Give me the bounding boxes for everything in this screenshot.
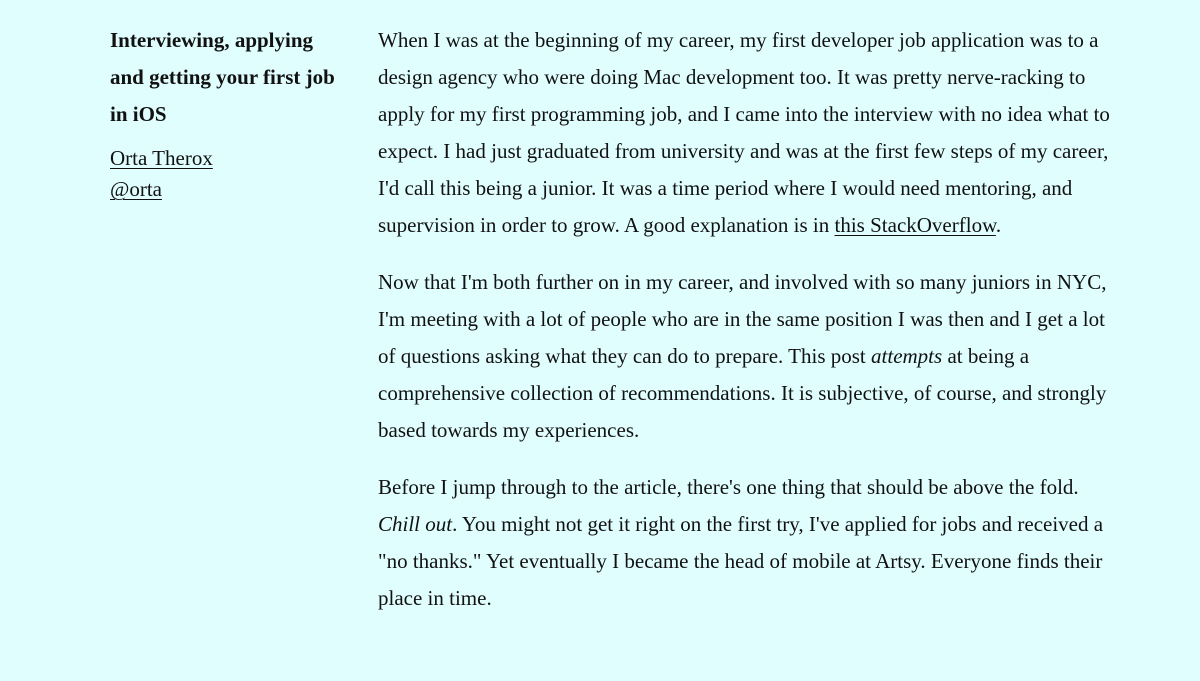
paragraph-chill-out: [378, 469, 1118, 617]
stackoverflow-link[interactable]: this StackOverflow: [834, 213, 996, 237]
author-name-link[interactable]: Orta Therox: [110, 146, 213, 170]
paragraph-chill-out-start: Before I jump through to the article, there's one thing that should be above the fold.: [378, 475, 1079, 499]
paragraph-context-text: Now that I'm both further on in my career, and involved with so many juniors in NYC, I'm meeting with a lot of people who are in the same position I was then and I get a lot of questions asking what they can do to prepare. This post: [378, 270, 1107, 368]
sidebar: [110, 22, 340, 205]
author-info: [110, 143, 340, 205]
paragraph-intro-text: When I was at the beginning of my career, my first developer job application was to a design agency who were doing Mac development too. It was pretty nerve-racking to apply for my first programming job, and I came into the interview with no idea what to expect. I had just graduated from university and was at the first few steps of my career, I'd call this being a junior. It was a time period where I would need mentoring, and supervision in order to grow. A good explanation is in: [378, 28, 1110, 237]
post-title: Interviewing, applying and getting your first job in iOS: [110, 28, 335, 126]
paragraph-context-end: at being a comprehensive collection of recommendations. It is subjective, of course, and strongly based towards my experiences.: [378, 344, 1107, 442]
paragraph-chill-out-end: . You might not get it right on the first try, I've applied for jobs and received a "no thanks." Yet eventually I became the head of mobile at Artsy. Everyone finds their place in time.: [378, 512, 1104, 610]
emphasis-chill-out: Chill out: [378, 512, 453, 536]
paragraph-context: [378, 264, 1118, 449]
paragraph-intro-end: .: [995, 213, 1002, 237]
paragraph-intro: [378, 22, 1118, 244]
author-handle-link[interactable]: @orta: [110, 177, 162, 201]
article-body: [378, 22, 1118, 637]
emphasis-attempts: attempts: [871, 344, 943, 368]
